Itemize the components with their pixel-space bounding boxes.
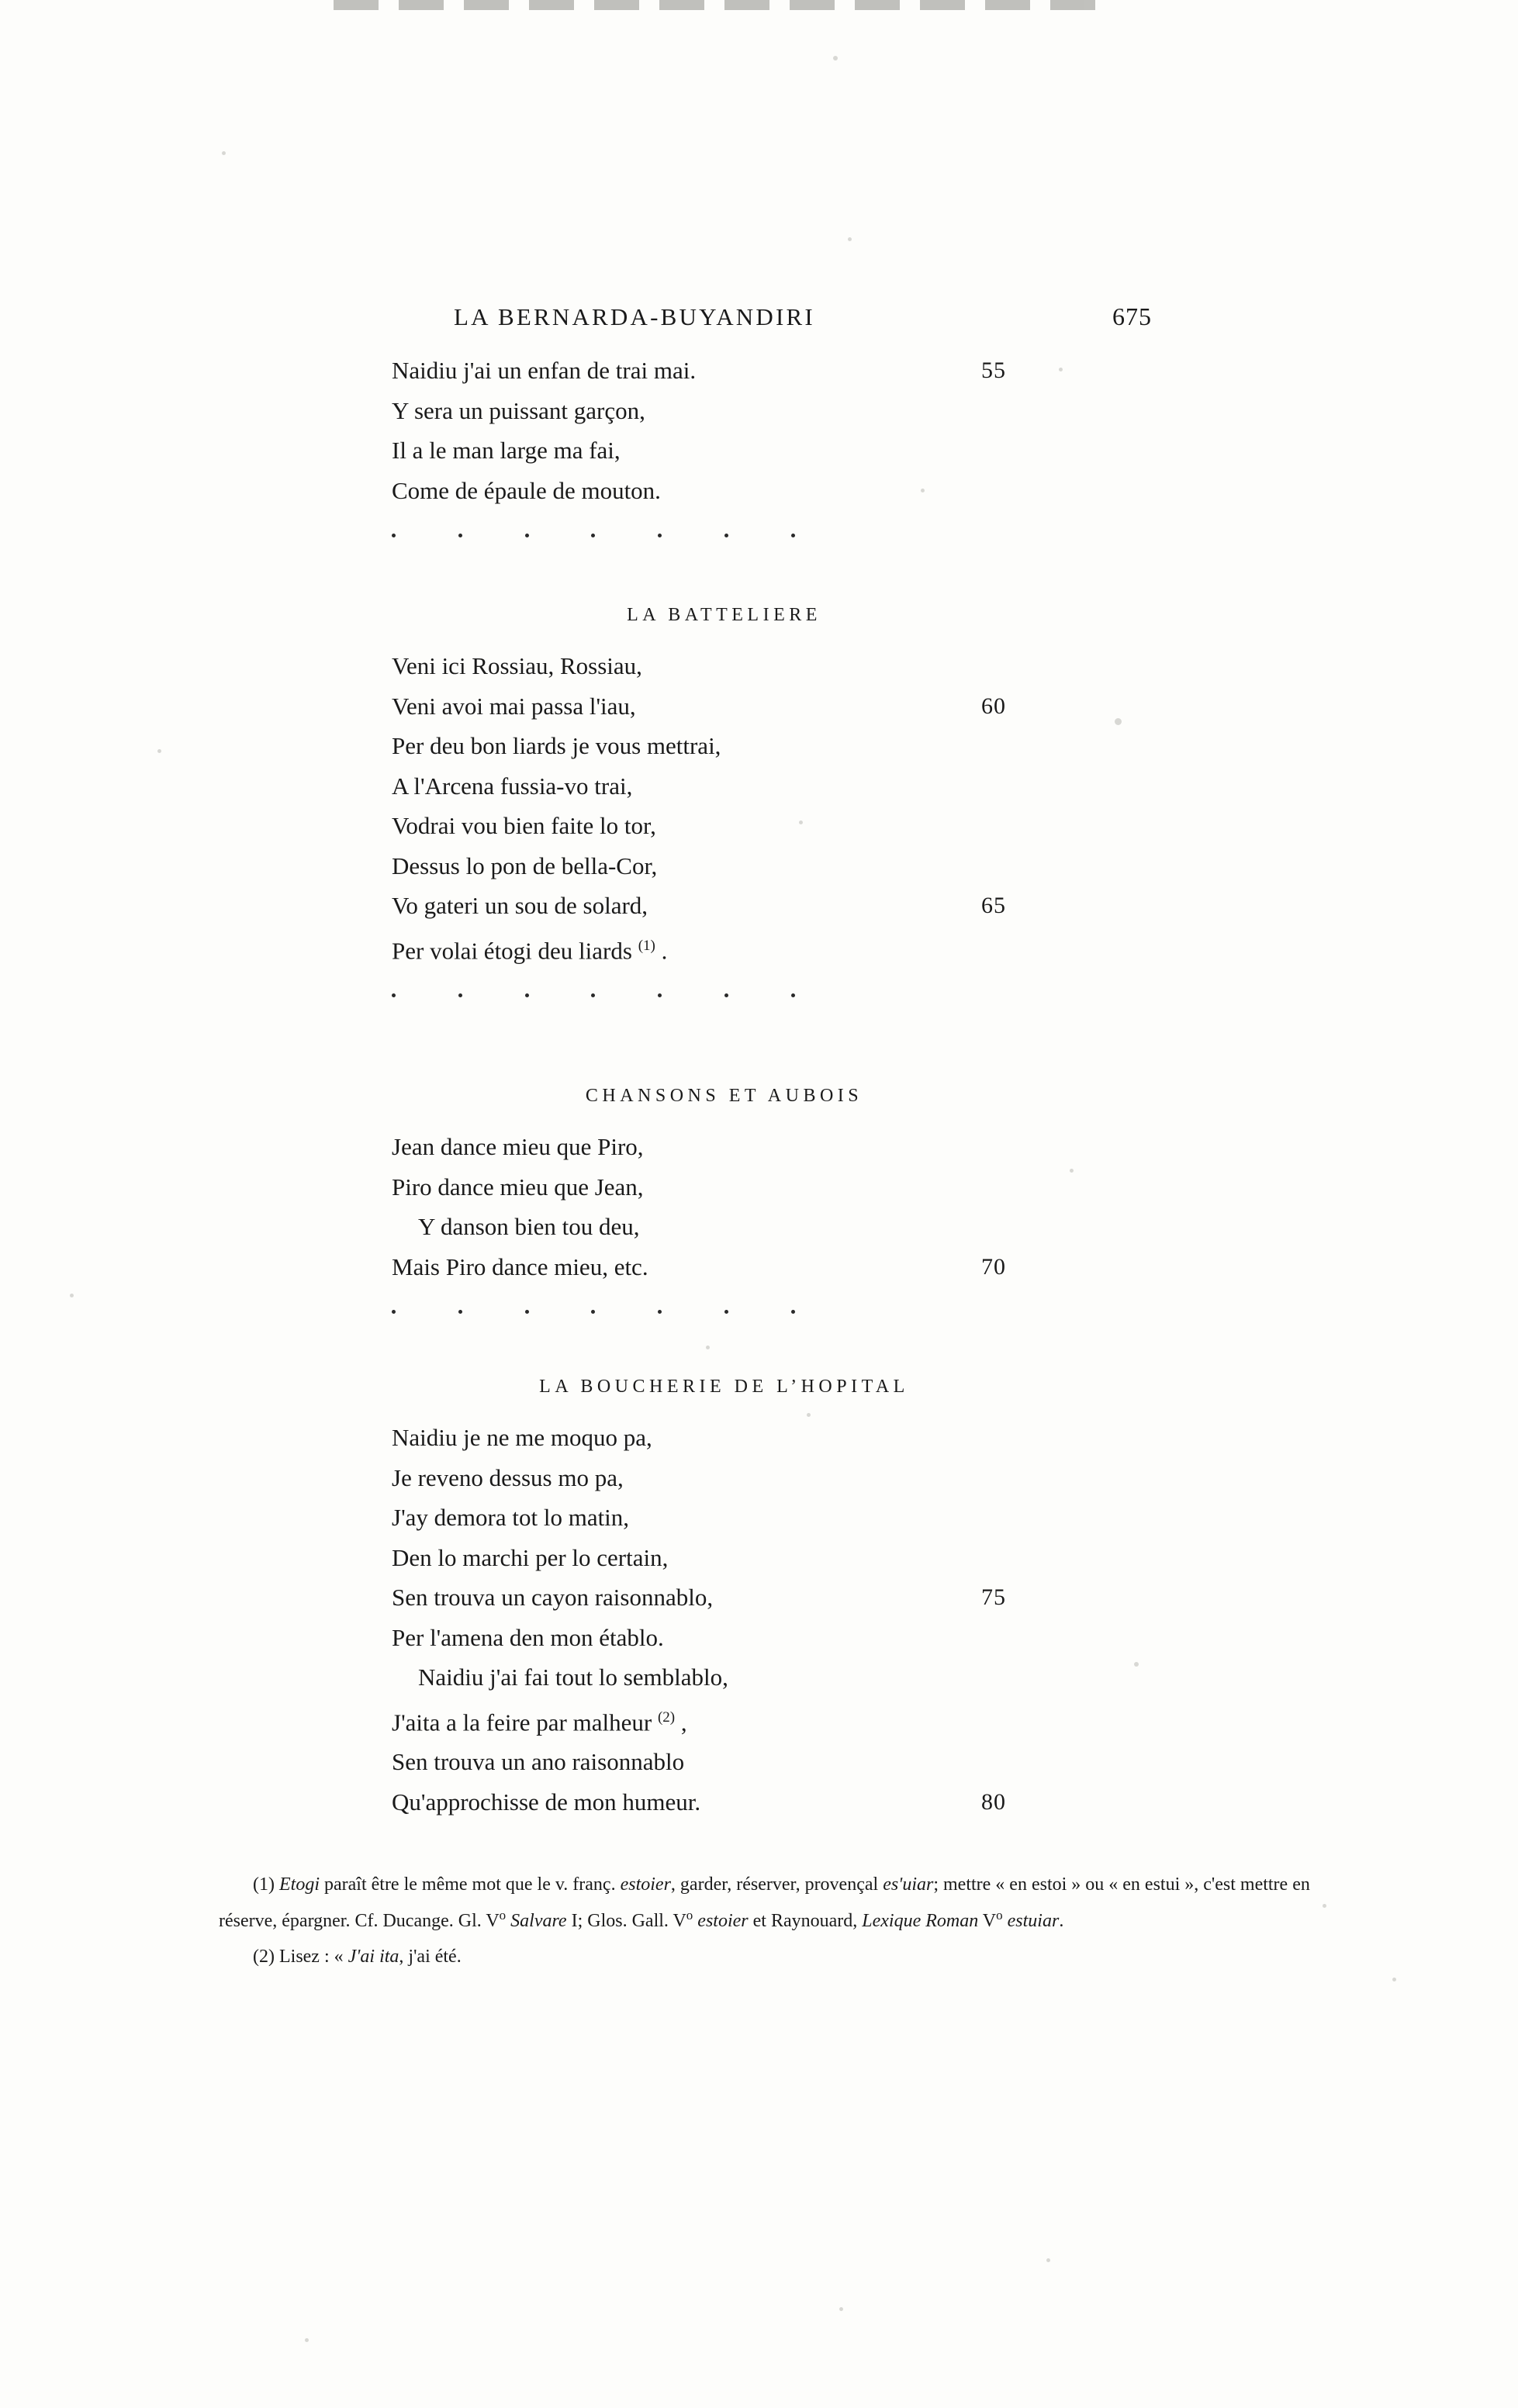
verse-line: [392, 766, 1167, 807]
verse-text: Per deu bon liards je vous mettrai,: [392, 732, 721, 759]
verse-line: [392, 806, 1167, 846]
verse-line: [392, 471, 1167, 511]
footnote-reference-1[interactable]: (1): [638, 937, 655, 954]
verse-text: Y danson bien tou deu,: [418, 1213, 640, 1240]
verse-text: Jean dance mieu que Piro,: [392, 1133, 644, 1160]
verse-line: [392, 1247, 1167, 1287]
verse-text: Naidiu je ne me moquo pa,: [392, 1424, 652, 1451]
verse-line: [392, 1207, 1167, 1247]
verse-line: [392, 1458, 1167, 1498]
footnote-italic: estoier: [697, 1911, 749, 1931]
verse-line: [392, 686, 1167, 727]
line-number: 80: [981, 1788, 1006, 1815]
footnote-2: [219, 1941, 1320, 1972]
verse-text: Qu'approchisse de mon humeur.: [392, 1788, 701, 1816]
footnote-italic: Salvare: [510, 1911, 567, 1931]
verse-line: [392, 1782, 1167, 1822]
line-number: 60: [981, 693, 1006, 719]
verse-block-1: [0, 605, 1518, 1021]
footnote-text: , garder, réserver, provençal: [670, 1874, 879, 1895]
footnote-text: , j'ai été.: [399, 1947, 462, 1967]
footnote-text: V: [982, 1911, 997, 1931]
footnote-superscript: o: [686, 1908, 693, 1923]
verse-text: Y sera un puissant garçon,: [392, 396, 645, 424]
footnote-italic: esʹuiar: [883, 1874, 934, 1895]
footnote-marker: (1): [253, 1874, 275, 1895]
verse-text: Il a le man large ma fai,: [392, 437, 621, 464]
verse-text: Sen trouva un cayon raisonnablo,: [392, 1584, 714, 1611]
verse-0: [392, 351, 1167, 510]
footnote-text: I; Glos. Gall. V: [571, 1911, 686, 1931]
footnote-text: et Raynouard,: [752, 1911, 858, 1931]
verse-text: Den lo marchi per lo certain,: [392, 1543, 669, 1571]
verse-line: [392, 1577, 1167, 1618]
footnote-1: [219, 1869, 1320, 1936]
verse-text: Vodrai vou bien faite lo tor,: [392, 812, 656, 839]
verse-text: Come de épaule de mouton.: [392, 476, 661, 504]
verse-line: [392, 726, 1167, 766]
section-separator-dots: [392, 970, 795, 1021]
verse-text: Naidiu j'ai fai tout lo semblablo,: [418, 1663, 728, 1691]
verse-line: [392, 351, 1167, 391]
line-number: 75: [981, 1584, 1006, 1610]
verse-text: Per volai étogi deu liards: [392, 936, 632, 964]
verse-line: [392, 391, 1167, 431]
footnote-italic: Lexique Roman: [862, 1911, 979, 1931]
footnote-text: paraît être le même mot que le v. franç.: [323, 1874, 616, 1895]
verse-line: [392, 646, 1167, 686]
verse-2: [392, 1127, 1167, 1287]
verse-text-tail: .: [661, 936, 668, 964]
verse-block-0: [0, 351, 1518, 561]
verse-line: [392, 846, 1167, 886]
section-title: CHANSONS ET AUBOIS: [585, 1086, 863, 1106]
line-number: 55: [981, 358, 1006, 383]
verse-text: Dessus lo pon de bella-Cor,: [392, 852, 658, 879]
footnote-italic: estoier: [620, 1874, 671, 1895]
verse-line: [392, 1167, 1167, 1207]
verse-1: [392, 646, 1167, 970]
verse-3: [392, 1418, 1167, 1822]
verse-line: [392, 1698, 1167, 1743]
footnote-superscript: o: [996, 1908, 1003, 1923]
verse-text: J'aita a la feire par malheur: [392, 1708, 652, 1736]
page-number: 675: [1112, 302, 1152, 330]
verse-text: Vo gateri un sou de solard,: [392, 892, 648, 919]
verse-line: [392, 1618, 1167, 1658]
verse-text: Veni avoi mai passa l'iau,: [392, 692, 636, 720]
verse-line: [392, 1127, 1167, 1167]
footnote-marker: (2): [253, 1947, 275, 1967]
verse-block-3: [0, 1377, 1518, 1822]
verse-line: [392, 886, 1167, 926]
verse-line: [392, 1657, 1167, 1698]
top-edge-artifact: [334, 0, 1202, 12]
verse-text: Naidiu j'ai un enfan de trai mai.: [392, 357, 697, 384]
verse-line: [392, 430, 1167, 471]
verse-text: A l'Arcena fussia-vo trai,: [392, 772, 633, 800]
verse-line: [392, 1498, 1167, 1538]
footnotes: [219, 1869, 1320, 1974]
footnote-italic: Etogi: [278, 1874, 320, 1895]
section-separator-dots: [392, 510, 795, 561]
verse-text: Per l'amena den mon établo.: [392, 1623, 664, 1651]
running-head: [454, 302, 1183, 331]
verse-line: [392, 1538, 1167, 1578]
footnote-reference-2[interactable]: (2): [657, 1708, 676, 1726]
verse-line: [392, 926, 1167, 971]
verse-text: Sen trouva un ano raisonnablo: [392, 1748, 685, 1776]
running-title: LA BERNARDA-BUYANDIRI: [454, 303, 815, 330]
line-number: 70: [981, 1253, 1006, 1280]
verse-text: Mais Piro dance mieu, etc.: [392, 1252, 648, 1280]
section-title: LA BOUCHERIE DE L’HOPITAL: [539, 1377, 909, 1397]
footnote-superscript: o: [499, 1908, 507, 1923]
verse-text: J'ay demora tot lo matin,: [392, 1504, 630, 1531]
section-separator-dots: [392, 1287, 795, 1337]
verse-line: [392, 1742, 1167, 1782]
verse-text: Veni ici Rossiau, Rossiau,: [392, 652, 642, 679]
footnote-italic: J'ai ita: [348, 1947, 399, 1967]
footnote-text: ; mettre « en estoi » ou « en estui », c'est mettre en réserve, épargner. Cf. Ducange. Gl. V: [219, 1874, 1310, 1931]
verse-line: [392, 1418, 1167, 1458]
line-number: 65: [981, 893, 1006, 918]
footnote-italic: estuiar: [1007, 1911, 1060, 1931]
verse-text: Je reveno dessus mo pa,: [392, 1463, 624, 1491]
verse-text-tail: ,: [680, 1708, 687, 1736]
verse-text: Piro dance mieu que Jean,: [392, 1173, 644, 1201]
footnote-text: .: [1059, 1911, 1064, 1931]
section-title: LA BATTELIERE: [627, 605, 821, 625]
verse-block-2: [0, 1086, 1518, 1337]
footnote-text: Lisez : «: [278, 1947, 344, 1967]
